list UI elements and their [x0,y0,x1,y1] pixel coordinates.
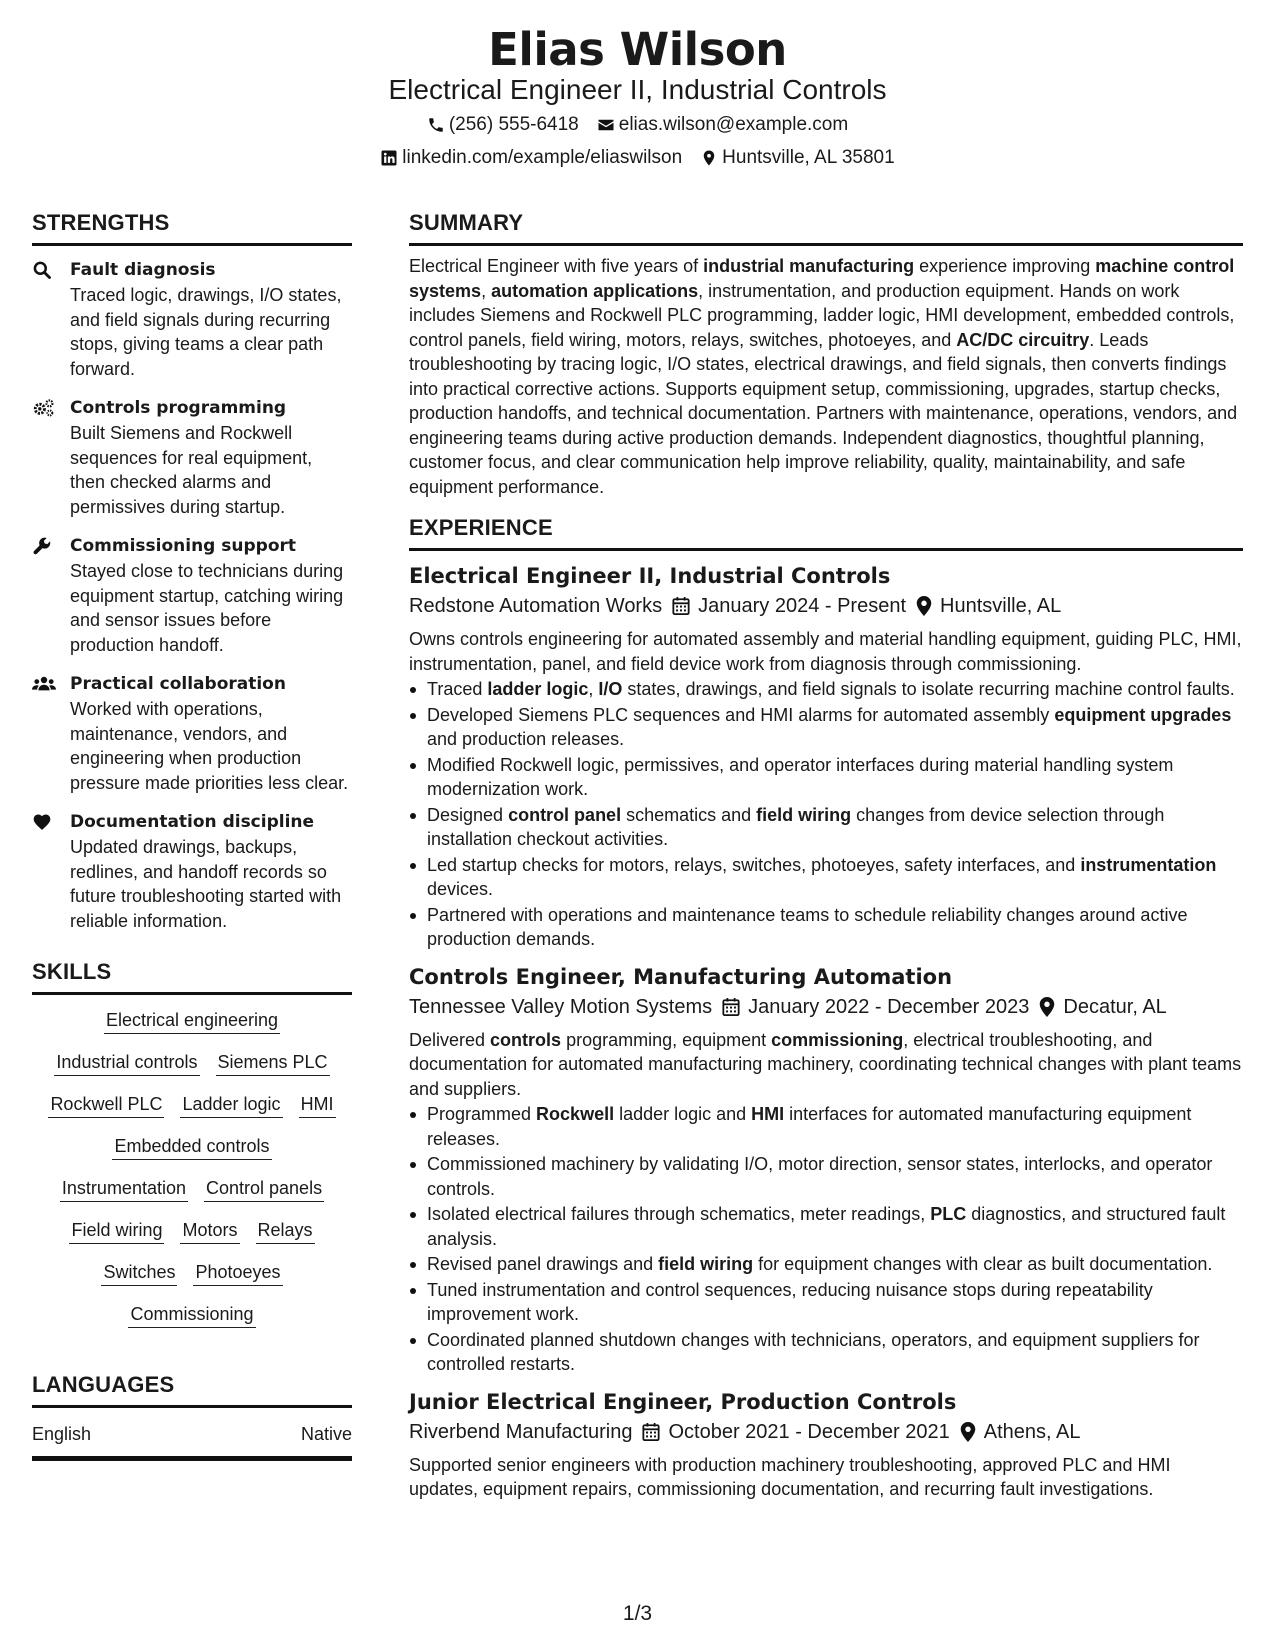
text-run: Traced [427,679,488,699]
job-dates: January 2022 - December 2023 [748,995,1030,1018]
skill-tag: Photoeyes [193,1259,282,1286]
skill-tag: Switches [101,1259,177,1286]
search-icon [32,260,52,280]
strength-title: Practical collaboration [70,674,286,694]
text-run: programming, equipment [561,1029,772,1050]
bullet-item [409,903,1243,952]
text-run: for equipment changes with clear as built documentation. [753,1254,1213,1274]
job-description [409,627,1243,676]
map-pin-icon [916,596,932,616]
bullet-item [409,677,1243,702]
job-description [409,1453,1243,1502]
strength-item [32,534,352,657]
wrench-icon [32,536,52,556]
job-title: Electrical Engineer II, Industrial Controls [409,564,891,588]
map-pin-icon [960,1422,976,1442]
strength-desc: Worked with operations, maintenance, vendors, and engineering when production pressure made priorities less clear. [70,699,349,793]
bullet-item [409,1102,1243,1151]
skills-list [32,1007,352,1328]
bold-keyword: PLC [930,1204,967,1224]
bold-keyword: instrumentation [1080,854,1217,875]
text-run: diagnostics, and structured fault analysis. [427,1204,1226,1249]
strength-item [32,396,352,519]
skills-heading: SKILLS [32,957,352,995]
job-meta [409,992,1243,1022]
job-location: Athens, AL [983,1420,1081,1443]
strength-item [32,258,352,381]
envelope-icon [597,116,615,134]
skill-tag: Embedded controls [112,1133,271,1160]
bullet-item [409,1328,1243,1377]
skill-row [32,1007,352,1034]
skill-tag: Instrumentation [60,1175,188,1202]
bullet-item [409,1252,1243,1277]
job-meta [409,1417,1243,1447]
strength-title: Commissioning support [70,536,297,556]
skill-row [32,1259,352,1286]
text-run: Partnered with operations and maintenance teams to schedule reliability changes around active production demands. [427,904,1188,949]
strength-desc: Traced logic, drawings, I/O states, and field signals during recurring stops, giving teams a clear path forward. [70,285,342,379]
bullet-item [409,1152,1243,1201]
location-text: Huntsville, AL 35801 [722,147,895,168]
job-title: Junior Electrical Engineer, Production Controls [409,1389,957,1414]
users-icon [32,674,56,694]
text-run: Delivered [409,1029,491,1050]
map-pin-icon [700,149,718,167]
calendar-icon [672,596,690,616]
job-description [409,1028,1243,1102]
text-run: Designed [427,804,509,825]
job-location: Decatur, AL [1063,995,1167,1018]
phone-icon [427,116,445,134]
text-run: Electrical Engineer with five years of [409,256,704,276]
job-entry [409,962,1243,1377]
text-run: Developed Siemens PLC sequences and HMI alarms for automated assembly [427,704,1055,725]
calendar-icon [642,1422,660,1442]
text-run: Modified Rockwell logic, permissives, and operator interfaces during material handling system modernization work. [427,754,1174,799]
map-pin-icon [1039,997,1055,1017]
bold-keyword: field wiring [756,804,852,825]
skill-tag: Electrical engineering [104,1007,280,1034]
skill-row [32,1049,352,1076]
text-run: Commissioned machinery by validating I/O, motor direction, sensor states, interlocks, and operator controls. [427,1154,1213,1199]
text-run: experience improving [914,256,1096,276]
email-text[interactable]: elias.wilson@example.com [618,114,849,135]
bold-keyword: I/O [598,679,623,699]
contact-line-1 [0,112,1275,138]
contact-phone [427,112,579,138]
skill-row [32,1175,352,1202]
contact-line-2 [0,145,1275,171]
strength-item [32,810,352,933]
text-run: . Leads troubleshooting by tracing logic, I/O states, electrical drawings, and field signals, then converts findings into practical corrective actions. Supports equipment setup, commissioning, upgrades, startup checks, production handoffs, and technical documentation. Partners with maintenance, operations, vendors, and engineering teams during active production demands. Independent diagnostics, thoughtful planning, customer focus, and clear communication help improve reliability, quality, maintainability, and safe equipment performance. [409,329,1238,497]
job-company: Redstone Automation Works [409,595,663,617]
language-level: Native [300,1424,352,1444]
text-run: interfaces for automated manufacturing equipment releases. [427,1104,1192,1149]
bold-keyword: automation applications [491,280,699,301]
bold-keyword: HMI [751,1104,785,1124]
bullet-item [409,853,1243,902]
job-meta [409,591,1243,621]
strength-desc: Stayed close to technicians during equipment startup, catching wiring and sensor issues before production handoff. [70,561,344,655]
text-run: Led startup checks for motors, relays, switches, photoeyes, safety interfaces, and [427,854,1081,875]
bold-keyword: industrial manufacturing [703,256,915,276]
job-bullets [409,677,1243,952]
gears-icon [32,398,56,418]
skill-tag: Relays [256,1217,315,1244]
experience-heading: EXPERIENCE [409,513,1243,551]
bullet-item [409,703,1243,752]
skill-tag: Motors [180,1217,239,1244]
text-run: Coordinated planned shutdown changes with technicians, operators, and equipment suppliers for controlled restarts. [427,1329,1200,1374]
bold-keyword: ladder logic [487,679,589,699]
job-company: Riverbend Manufacturing [409,1420,633,1443]
bold-keyword: controls [490,1029,562,1050]
calendar-icon [722,997,740,1017]
skill-tag: Siemens PLC [216,1049,330,1076]
strengths-list [32,258,352,933]
skill-tag: Field wiring [69,1217,164,1244]
bold-keyword: commissioning [771,1029,904,1050]
job-entry [409,1387,1243,1502]
contact-location [700,145,895,171]
skill-row [32,1301,352,1328]
strength-title: Fault diagnosis [70,260,216,280]
job-title: Controls Engineer, Manufacturing Automation [409,964,953,989]
language-row [32,1422,352,1461]
text-run: , electrical troubleshooting, and documentation for automated manufacturing machinery, coordinating technical changes with plant teams and suppliers. [409,1029,1242,1099]
bullet-item [409,753,1243,802]
summary-text [409,254,1243,499]
text-run: Tuned instrumentation and control sequences, reducing nuisance stops during repeatability improvement work. [427,1279,1153,1324]
text-run: , [588,679,599,699]
strength-title: Controls programming [70,398,287,418]
job-entry [409,561,1243,952]
skill-tag: Commissioning [128,1301,255,1328]
candidate-name: Elias Wilson [488,23,787,76]
skill-tag: Control panels [204,1175,324,1202]
text-run: ladder logic and [614,1104,752,1124]
text-run: Supported senior engineers with production machinery troubleshooting, approved PLC and HMI updates, equipment repairs, commissioning documentation, and recurring fault investigations. [409,1454,1171,1499]
languages-heading: LANGUAGES [32,1370,352,1408]
skill-row [32,1091,352,1118]
text-run: , instrumentation, and production equipment. Hands on work includes Siemens and Rockwell PLC programming, ladder logic, HMI development, embedded controls, control panels, field wiring, motors, relays, switches, photoeyes, and [409,280,1235,350]
skill-row [32,1217,352,1244]
text-run: Programmed [427,1104,537,1124]
contact-linkedin[interactable] [380,145,682,171]
skill-tag: HMI [299,1091,336,1118]
bold-keyword: control panel [508,804,622,825]
bold-keyword: field wiring [658,1254,754,1274]
bullet-item [409,1202,1243,1251]
strengths-heading: STRENGTHS [32,208,352,246]
job-dates: January 2024 - Present [698,595,907,617]
strength-item [32,672,352,795]
bold-keyword: equipment upgrades [1054,704,1232,725]
skill-tag: Ladder logic [180,1091,282,1118]
job-dates: October 2021 - December 2021 [668,1420,950,1443]
linkedin-icon [380,149,398,167]
bold-keyword: machine control systems [409,256,1235,301]
job-company: Tennessee Valley Motion Systems [409,995,713,1018]
linkedin-text[interactable]: linkedin.com/example/eliaswilson [402,147,683,168]
skill-tag: Industrial controls [54,1049,199,1076]
job-location: Huntsville, AL [940,595,1062,617]
bold-keyword: Rockwell [536,1104,615,1124]
strength-title: Documentation discipline [70,812,315,832]
phone-text: (256) 555-6418 [448,114,579,135]
text-run: , [481,280,492,301]
language-name: English [32,1424,92,1444]
contact-email[interactable] [597,112,848,138]
summary-heading: SUMMARY [409,208,1243,246]
text-run: states, drawings, and field signals to isolate recurring machine control faults. [622,679,1235,699]
bullet-item [409,803,1243,852]
job-bullets [409,1102,1243,1377]
left-column [32,208,352,1461]
text-run: Owns controls engineering for automated assembly and material handling equipment, guiding PLC, HMI, instrumentation, panel, and field device work from diagnosis through commissioning. [409,629,1242,674]
text-run: changes from device selection through installation checkout activities. [427,804,1165,849]
text-run: Revised panel drawings and [427,1254,659,1274]
text-run: devices. [427,879,494,899]
bullet-item [409,1278,1243,1327]
text-run: Isolated electrical failures through schematics, meter readings, [427,1204,931,1224]
right-column [409,208,1243,1502]
heart-icon [32,812,52,832]
text-run: schematics and [621,804,757,825]
skill-tag: Rockwell PLC [48,1091,164,1118]
strength-desc: Updated drawings, backups, redlines, and handoff records so future troubleshooting started with reliable information. [70,837,342,931]
strength-desc: Built Siemens and Rockwell sequences for real equipment, then checked alarms and permissives during startup. [70,423,313,517]
bold-keyword: AC/DC circuitry [956,329,1090,350]
skill-row [32,1133,352,1160]
text-run: and production releases. [427,729,625,749]
candidate-title: Electrical Engineer II, Industrial Controls [388,74,887,105]
page-number: 1/3 [622,1602,653,1625]
